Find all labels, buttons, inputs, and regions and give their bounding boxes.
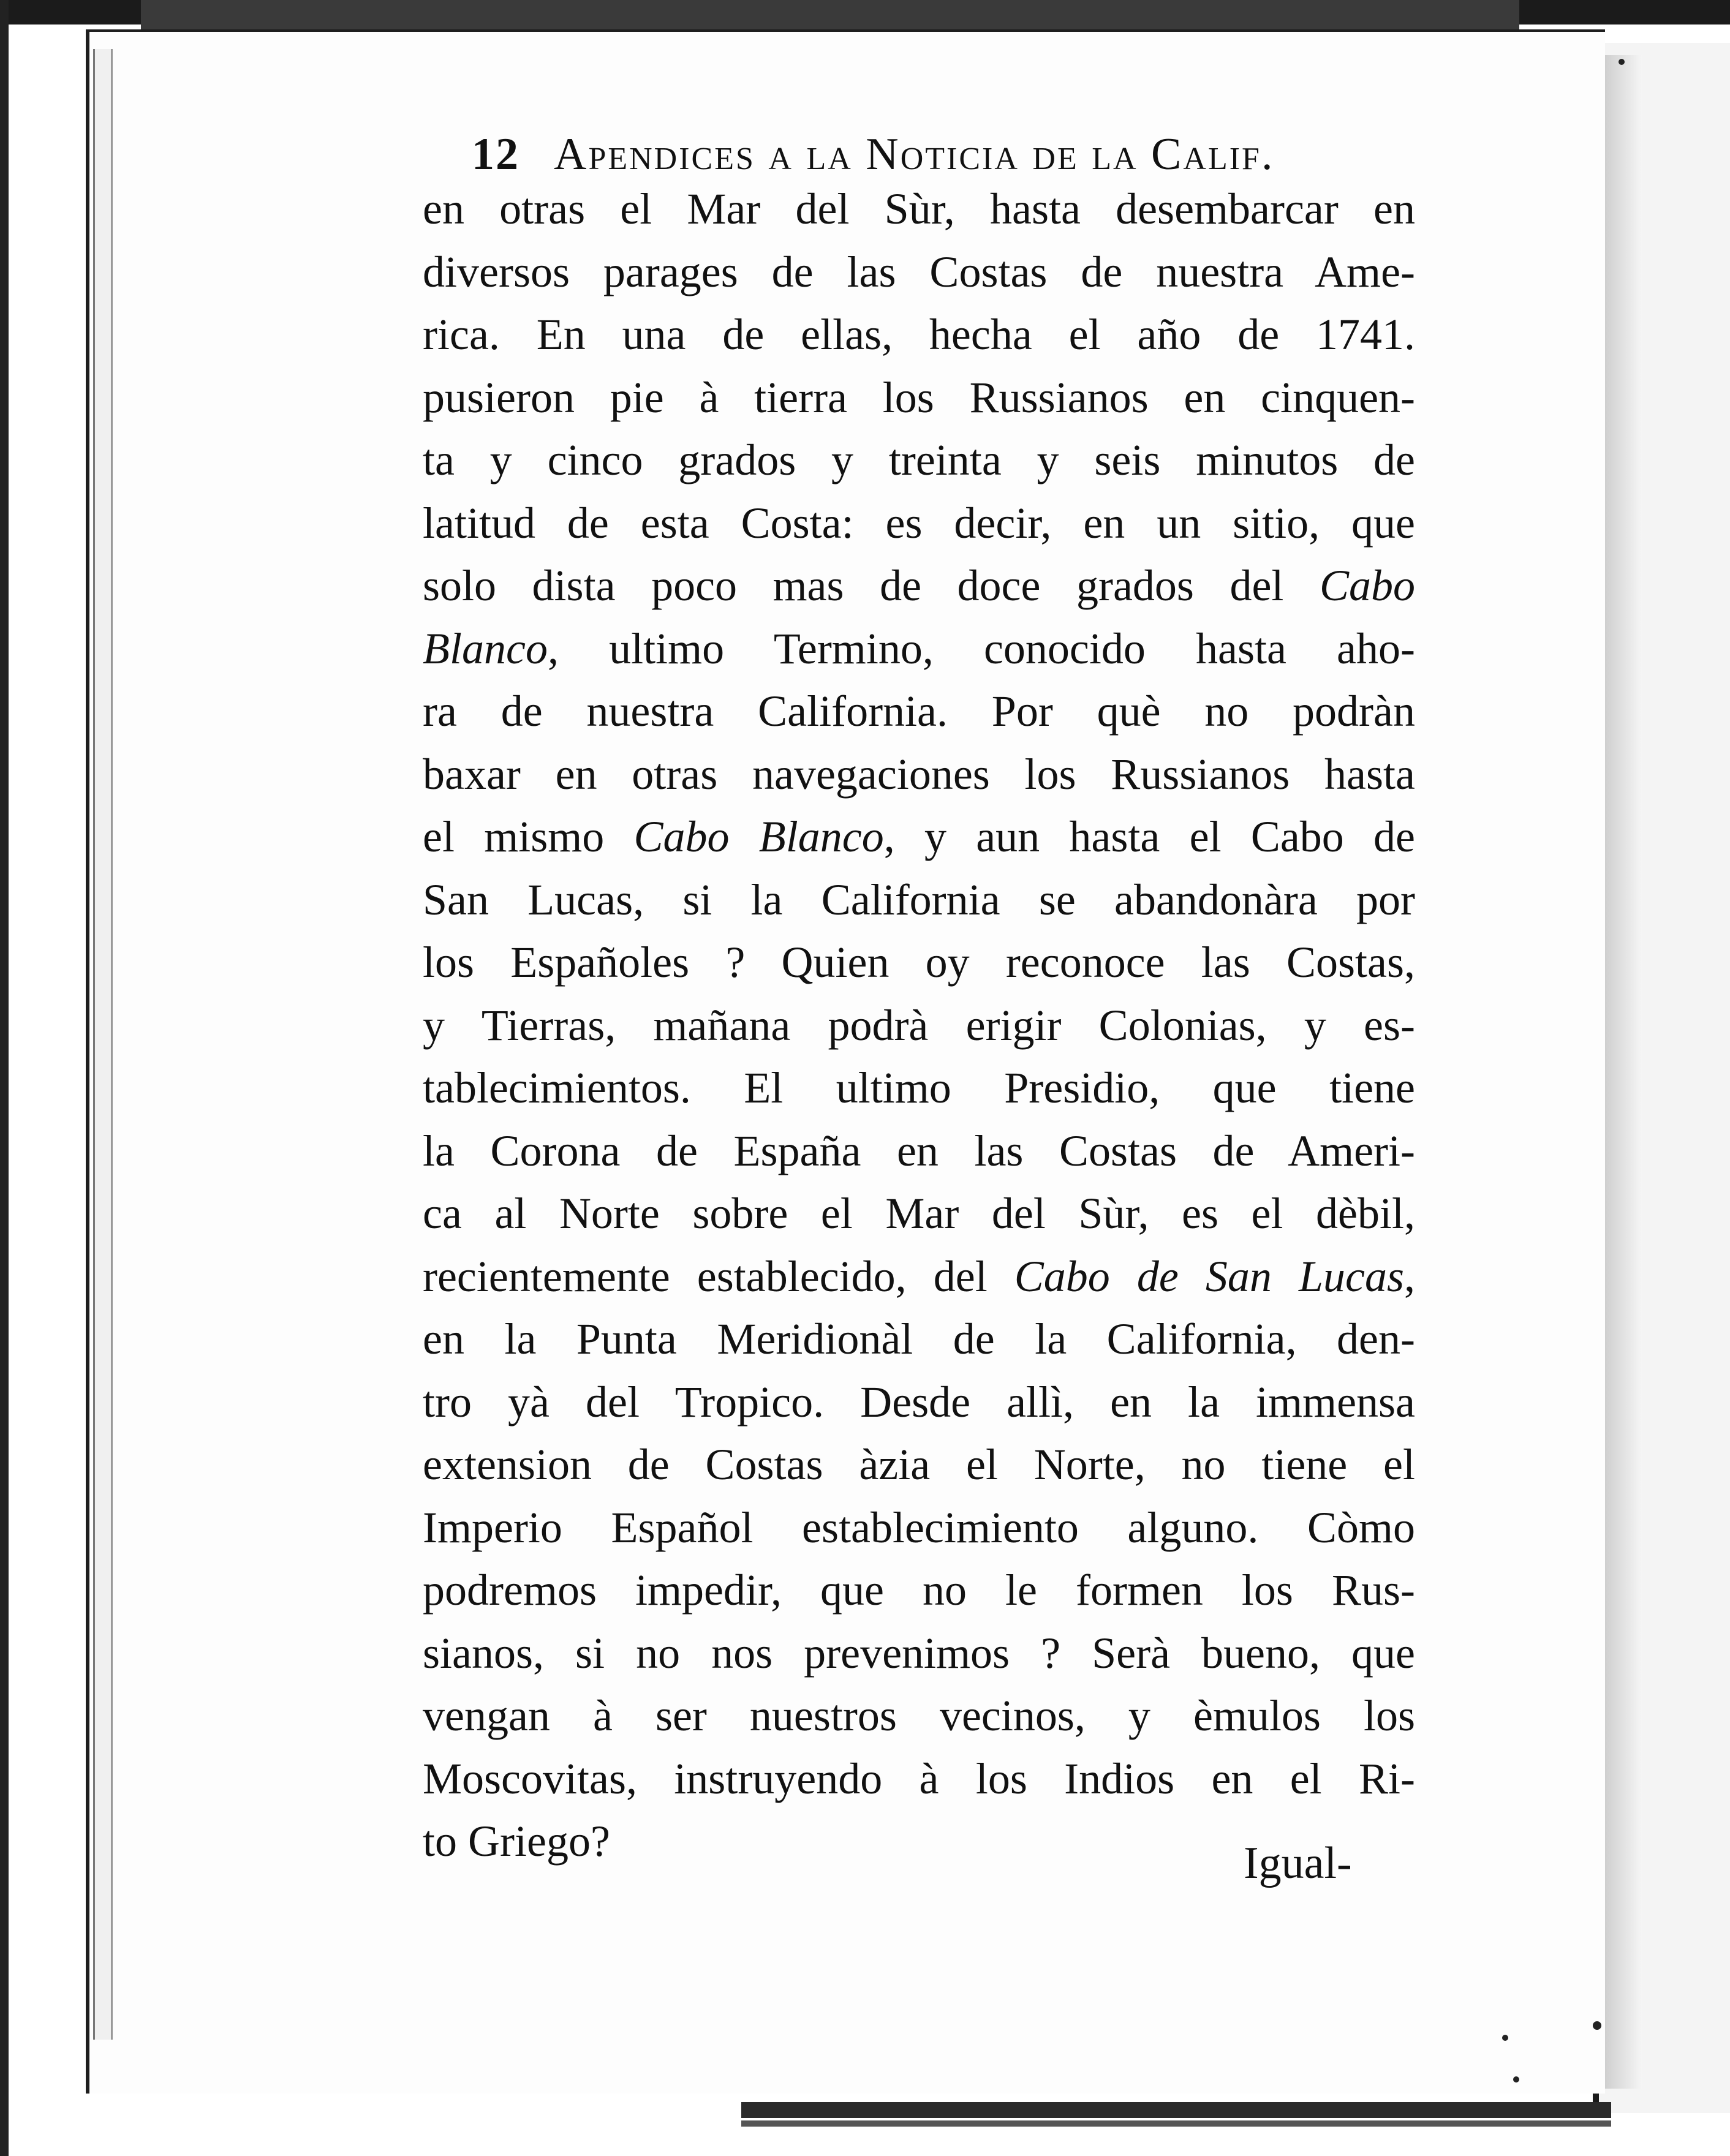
text-segment: en la Punta Meridionàl de la California, den- (423, 1314, 1415, 1363)
text-line (423, 680, 1415, 743)
text-segment: , ultimo Termino, conocido hasta aho- (547, 624, 1415, 673)
text-segment: solo dista poco mas de doce grados del (423, 561, 1320, 610)
text-line (423, 805, 1415, 869)
text-segment: podremos impedir, que no le formen los Rus- (423, 1566, 1415, 1615)
text-line (423, 1057, 1415, 1120)
text-segment: ta y cinco grados y treinta y seis minutos de (423, 435, 1415, 484)
text-segment: sianos, si no nos prevenimos ? Serà bueno, que (423, 1628, 1415, 1678)
text-segment: tro yà del Tropico. Desde allì, en la immensa (423, 1377, 1415, 1427)
text-line (423, 1433, 1415, 1496)
page-number: 12 (472, 129, 519, 179)
text-segment: baxar en otras navegaciones los Russianos hasta (423, 749, 1415, 799)
text-line (423, 1559, 1415, 1622)
catchword: Igual- (1244, 1838, 1352, 1888)
text-line (423, 743, 1415, 806)
text-segment: San Lucas, si la California se abandonàra por (423, 875, 1415, 924)
text-line (423, 931, 1415, 994)
text-segment: , (1404, 1251, 1415, 1301)
text-line (423, 1747, 1415, 1811)
body-text (423, 178, 1415, 1873)
running-head: Apendices a la Noticia de la Calif. (554, 129, 1275, 179)
text-line (423, 617, 1415, 680)
page-header (472, 129, 1415, 184)
text-segment: recientemente establecido, del (423, 1251, 1014, 1301)
scan-border-top-shadow (141, 0, 1519, 34)
text-segment: pusieron pie à tierra los Russianos en cinquen- (423, 372, 1415, 422)
text-line (423, 303, 1415, 366)
text-segment: diversos parages de las Costas de nuestra Ame- (423, 247, 1415, 296)
text-line (423, 869, 1415, 932)
book-gutter (1605, 55, 1642, 2089)
text-line (423, 1622, 1415, 1685)
italic-segment: Cabo (1319, 561, 1415, 610)
text-line (423, 492, 1415, 555)
text-segment: y Tierras, mañana podrà erigir Colonias, y es- (423, 1000, 1415, 1050)
text-segment: ra de nuestra California. Por què no podràn (423, 687, 1415, 736)
text-line (423, 1496, 1415, 1559)
text-line (423, 429, 1415, 492)
text-segment: vengan à ser nuestros vecinos, y èmulos los (423, 1691, 1415, 1740)
text-segment: Imperio Español establecimiento alguno. Còmo (423, 1502, 1415, 1552)
text-line (423, 1371, 1415, 1434)
text-segment: tablecimientos. El ultimo Presidio, que tiene (423, 1063, 1415, 1112)
italic-segment: Cabo de San Lucas (1014, 1251, 1404, 1301)
ink-speck (1502, 2035, 1508, 2041)
scan-border-bottom (741, 2102, 1611, 2118)
text-segment: los Españoles ? Quien oy reconoce las Costas, (423, 938, 1415, 987)
text-segment: ca al Norte sobre el Mar del Sùr, es el dèbil, (423, 1189, 1415, 1238)
ink-speck (1593, 2021, 1601, 2030)
text-segment: Moscovitas, instruyendo à los Indios en el Ri- (423, 1754, 1415, 1803)
scan-border-bottom-shadow (741, 2120, 1611, 2127)
text-segment: , y aun hasta el Cabo de (883, 812, 1415, 861)
text-segment: extension de Costas àzia el Norte, no tiene el (423, 1440, 1415, 1489)
text-segment: el mismo (423, 812, 634, 861)
text-line (423, 554, 1415, 617)
text-line (423, 241, 1415, 304)
text-segment: to Griego? (423, 1817, 610, 1866)
text-line (423, 1684, 1415, 1747)
text-segment: en otras el Mar del Sùr, hasta desembarcar en (423, 184, 1415, 233)
ink-speck (1619, 59, 1625, 65)
text-segment: latitud de esta Costa: es decir, en un sitio, que (423, 498, 1415, 548)
text-segment: rica. En una de ellas, hecha el año de 1741. (423, 310, 1415, 359)
italic-segment: Cabo Blanco (633, 812, 884, 861)
page-stack-edge (93, 49, 113, 2040)
text-line (423, 366, 1415, 429)
text-line (423, 994, 1415, 1057)
text-line (423, 1182, 1415, 1245)
text-line (423, 178, 1415, 241)
scan-border-left (0, 0, 9, 2156)
text-line (423, 1308, 1415, 1371)
ink-speck (1513, 2076, 1519, 2082)
text-line (423, 1245, 1415, 1308)
text-line (423, 1120, 1415, 1183)
italic-segment: Blanco (423, 624, 548, 673)
text-segment: la Corona de España en las Costas de Ameri- (423, 1126, 1415, 1175)
